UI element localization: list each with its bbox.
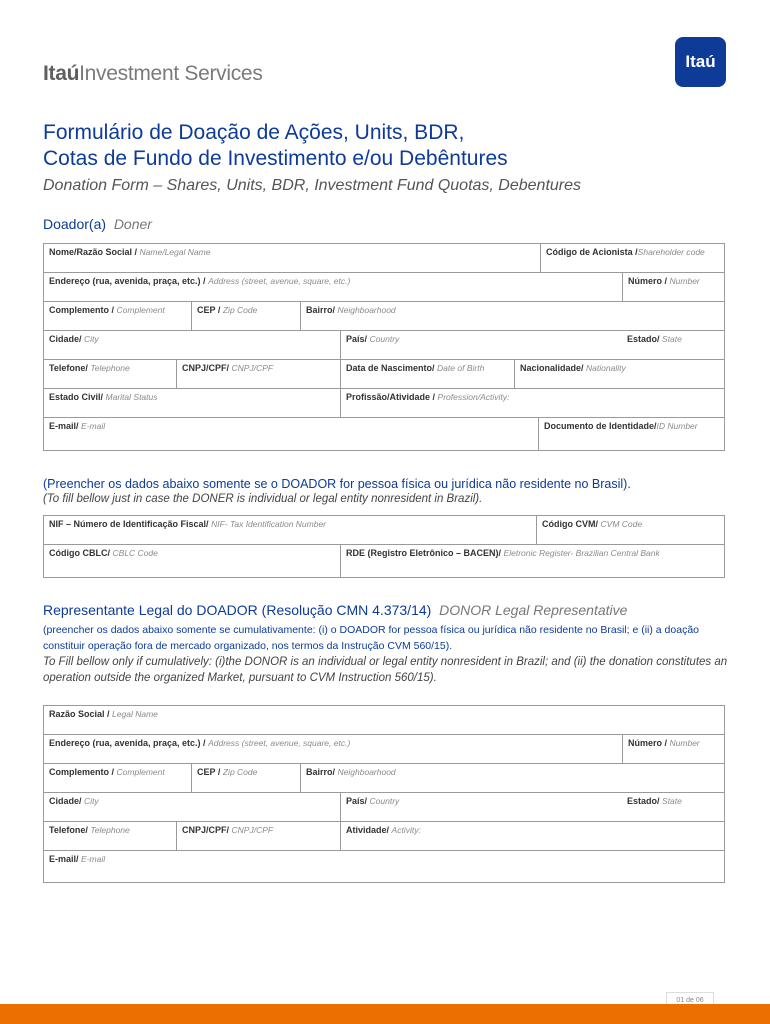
doador-title-en: Doner — [113, 216, 152, 232]
rep-row-email — [44, 851, 724, 882]
rde-field[interactable]: RDE (Registro Eletrônico – BACEN)/ Eletronic Register- Brazilian Central Bank — [340, 545, 724, 578]
doador-row-phone — [44, 360, 724, 389]
doador-profession-field[interactable]: Profissão/Atividade / Profession/Activity: — [340, 389, 724, 417]
rep-cnpj-cpf-field[interactable]: CNPJ/CPF/ CNPJ/CPF — [176, 822, 340, 850]
representante-title-pt: Representante Legal do DOADOR (Resolução CMN 4.373/14) — [43, 602, 432, 618]
doador-country-field[interactable]: País/ Country — [340, 331, 622, 359]
rep-row-address — [44, 735, 724, 764]
doador-form — [43, 243, 725, 451]
rep-zip-field[interactable]: CEP / Zip Code — [191, 764, 300, 792]
page-number: 01 de 06 — [666, 992, 714, 1009]
doador-phone-field[interactable]: Telefone/ Telephone — [49, 363, 130, 373]
doador-marital-status-field[interactable]: Estado Civil/ Marital Status — [49, 392, 158, 402]
rep-state-field[interactable]: Estado/ State — [627, 796, 682, 806]
doador-email-field[interactable]: E-mail/ E-mail — [49, 421, 106, 431]
nif-field[interactable]: NIF – Número de Identificação Fiscal/ NIF- Tax Identification Number — [49, 519, 327, 529]
doador-row-address — [44, 273, 724, 302]
nonresident-note-en: (To fill bellow just in case the DONER is individual or legal entity nonresident in Brazil). — [43, 493, 483, 505]
doador-row-complement — [44, 302, 724, 331]
rep-legal-name-field[interactable]: Razão Social / Legal Name — [49, 709, 158, 719]
rep-complement-field[interactable]: Complemento / Complement — [49, 767, 165, 777]
doador-shareholder-code-field[interactable]: Código de Acionista /Shareholder code — [540, 244, 724, 272]
itau-logo-badge: Itaú — [675, 37, 726, 87]
footer-accent-bar — [0, 1004, 770, 1024]
rep-number-field[interactable]: Número / Number — [622, 735, 724, 763]
nonresident-form — [43, 515, 725, 578]
doador-cnpj-cpf-field[interactable]: CNPJ/CPF/ CNPJ/CPF — [176, 360, 340, 388]
doador-neighborhood-field[interactable]: Bairro/ Neighboarhood — [300, 302, 724, 330]
doador-complement-field[interactable]: Complemento / Complement — [49, 305, 165, 315]
doador-city-field[interactable]: Cidade/ City — [49, 334, 99, 344]
cvm-code-field[interactable]: Código CVM/ CVM Code — [536, 516, 724, 544]
doador-title-pt: Doador(a) — [43, 216, 107, 232]
brand-wordmark-rest: Investment Services — [79, 62, 263, 85]
doador-row-email — [44, 418, 724, 451]
doador-id-number-field[interactable]: Documento de Identidade/ID Number — [538, 418, 724, 451]
form-title-line1: Formulário de Doação de Ações, Units, BDR, — [43, 121, 465, 144]
brand-wordmark-bold: Itaú — [43, 62, 80, 85]
nonresident-row-nif — [44, 516, 724, 545]
brand-wordmark — [43, 62, 263, 86]
representante-form — [43, 705, 725, 883]
representante-note-pt: (preencher os dados abaixo somente se cumulativamente: (i) o DOADOR for pessoa física ou jurídica não residente no Brasil; e (ii) a doação constituir operação fora de mercado organizado, nos termos da Instrução CVM 560/15). — [43, 624, 699, 652]
doador-birthdate-field[interactable]: Data de Nascimento/ Date of Birth — [340, 360, 514, 388]
cblc-code-field[interactable]: Código CBLC/ CBLC Code — [49, 548, 158, 558]
representante-note-en: To Fill bellow only if cumulatively: (i)the DONOR is an individual or legal entity nonresident in Brazil; and (ii) the donation constitutes an operation outside the organized Market, pursuant to CVM Instruction 560/15). — [43, 656, 728, 684]
rep-address-field[interactable]: Endereço (rua, avenida, praça, etc.) / Address (street, avenue, square, etc.) — [49, 738, 351, 748]
rep-row-complement — [44, 764, 724, 793]
rep-row-legal-name — [44, 706, 724, 735]
rep-row-phone — [44, 822, 724, 851]
doador-nationality-field[interactable]: Nacionalidade/ Nationality — [514, 360, 724, 388]
doador-address-field[interactable]: Endereço (rua, avenida, praça, etc.) / Address (street, avenue, square, etc.) — [49, 276, 351, 286]
doador-number-field[interactable]: Número / Number — [622, 273, 724, 301]
form-title-line2: Cotas de Fundo de Investimento e/ou Debêntures — [43, 147, 508, 170]
doador-row-marital — [44, 389, 724, 418]
rep-city-field[interactable]: Cidade/ City — [49, 796, 99, 806]
doador-row-city — [44, 331, 724, 360]
rep-neighborhood-field[interactable]: Bairro/ Neighboarhood — [300, 764, 724, 792]
doador-name-field[interactable]: Nome/Razão Social / Name/Legal Name — [49, 247, 211, 257]
form-subtitle: Donation Form – Shares, Units, BDR, Investment Fund Quotas, Debentures — [43, 177, 582, 194]
rep-row-city — [44, 793, 724, 822]
rep-country-field[interactable]: País/ Country — [340, 793, 622, 821]
representante-title-en: DONOR Legal Representative — [439, 602, 628, 618]
rep-activity-field[interactable]: Atividade/ Activity: — [340, 822, 724, 850]
doador-row-name — [44, 244, 724, 273]
nonresident-note-pt: (Preencher os dados abaixo somente se o DOADOR for pessoa física ou jurídica não residente no Brasil). — [43, 477, 631, 491]
doador-zip-field[interactable]: CEP / Zip Code — [191, 302, 300, 330]
nonresident-row-cblc — [44, 545, 724, 578]
doador-section-title — [43, 216, 152, 232]
representante-section-title — [43, 602, 627, 618]
rep-phone-field[interactable]: Telefone/ Telephone — [49, 825, 130, 835]
doador-state-field[interactable]: Estado/ State — [627, 334, 682, 344]
rep-email-field[interactable]: E-mail/ E-mail — [49, 854, 106, 864]
